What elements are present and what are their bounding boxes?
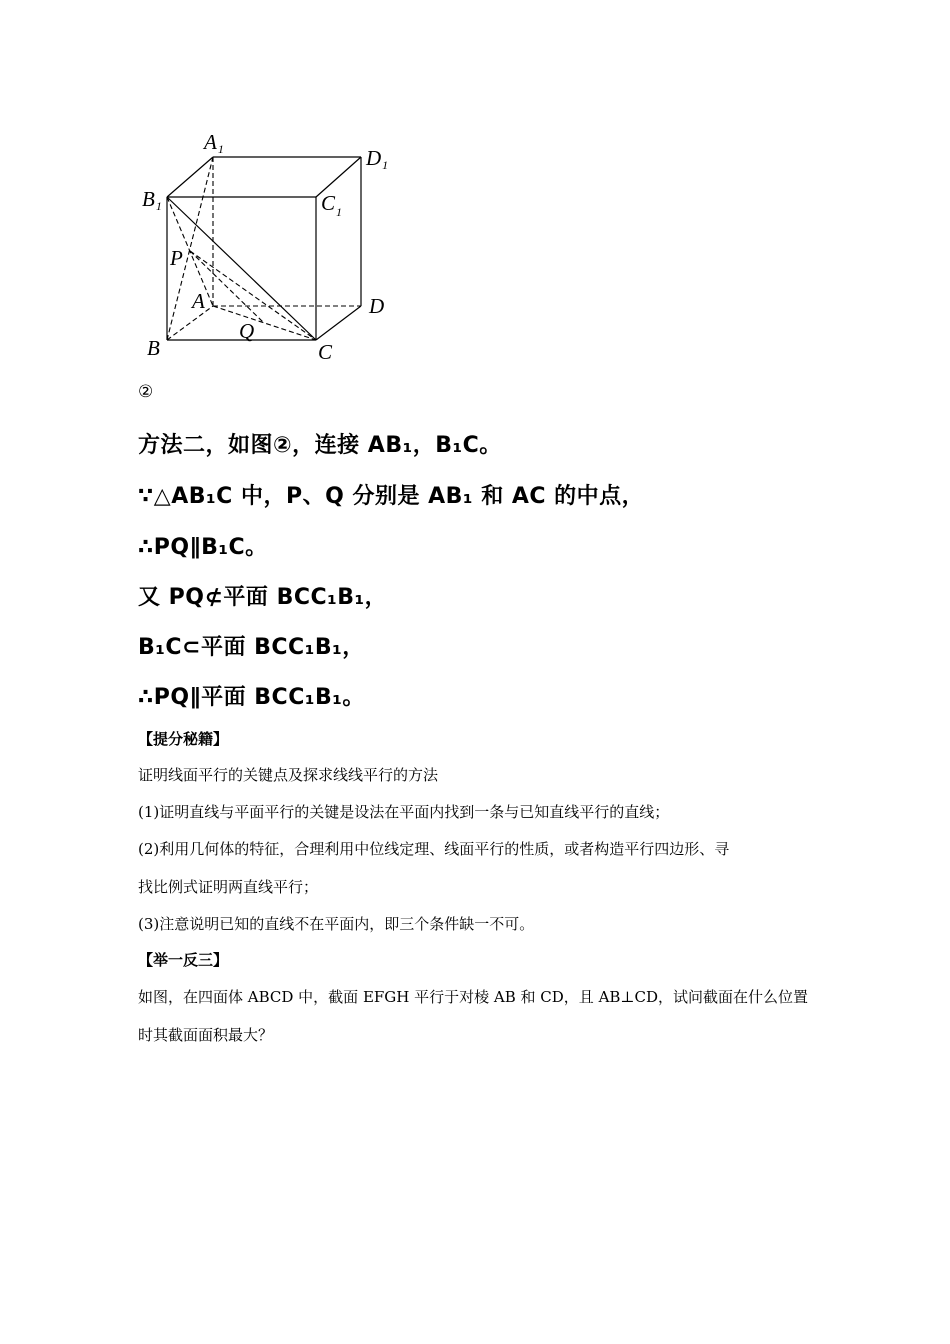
proof-line-6: ∴PQ∥平面 BCC₁B₁。: [138, 685, 365, 710]
proof-line-4: 又 PQ⊄平面 BCC₁B₁，: [138, 585, 388, 610]
prism-diagram: [130, 120, 410, 370]
label-B1: B1: [142, 187, 162, 213]
example-line-1: 如图，在四面体 ABCD 中，截面 EFGH 平行于对棱 AB 和 CD，且 AB⊥CD，试问截面在什么位置: [138, 988, 809, 1006]
tips-item-2a: (2)利用几何体的特征，合理利用中位线定理、线面平行的性质，或者构造平行四边形、寻: [138, 840, 730, 858]
tips-heading: 【提分秘籍】: [138, 730, 229, 748]
label-D: D: [369, 294, 385, 318]
edge-CD: [316, 306, 361, 340]
label-D1: D1: [366, 146, 389, 172]
tips-item-1: (1)证明直线与平面平行的关键是设法在平面内找到一条与已知直线平行的直线；: [138, 803, 670, 821]
label-B: B: [147, 336, 160, 360]
figure-caption: ②: [138, 382, 154, 402]
tips-item-3: (3)注意说明已知的直线不在平面内，即三个条件缺一不可。: [138, 915, 535, 933]
tips-intro: 证明线面平行的关键点及探求线线平行的方法: [138, 766, 439, 784]
example-heading: 【举一反三】: [138, 951, 229, 969]
tips-item-2b: 找比例式证明两直线平行；: [138, 878, 319, 896]
prism-figure: [130, 120, 410, 374]
edge-BA: [167, 306, 213, 340]
label-Q: Q: [239, 319, 255, 343]
proof-line-1: 方法二，如图②，连接 AB₁，B₁C。: [138, 433, 502, 458]
label-P: P: [170, 246, 183, 270]
label-C: C: [318, 340, 333, 364]
proof-line-5: B₁C⊂平面 BCC₁B₁，: [138, 635, 365, 660]
proof-line-2: ∵△AB₁C 中，P、Q 分别是 AB₁ 和 AC 的中点，: [138, 484, 645, 509]
example-line-2: 时其截面面积最大？: [138, 1026, 274, 1044]
label-A: A: [192, 289, 205, 313]
label-A1: A1: [204, 130, 224, 156]
proof-line-3: ∴PQ∥B₁C。: [138, 535, 268, 560]
label-C1: $C_1$: [321, 191, 343, 219]
edge-B1A1: [167, 157, 213, 197]
segment-AC: [213, 306, 316, 340]
